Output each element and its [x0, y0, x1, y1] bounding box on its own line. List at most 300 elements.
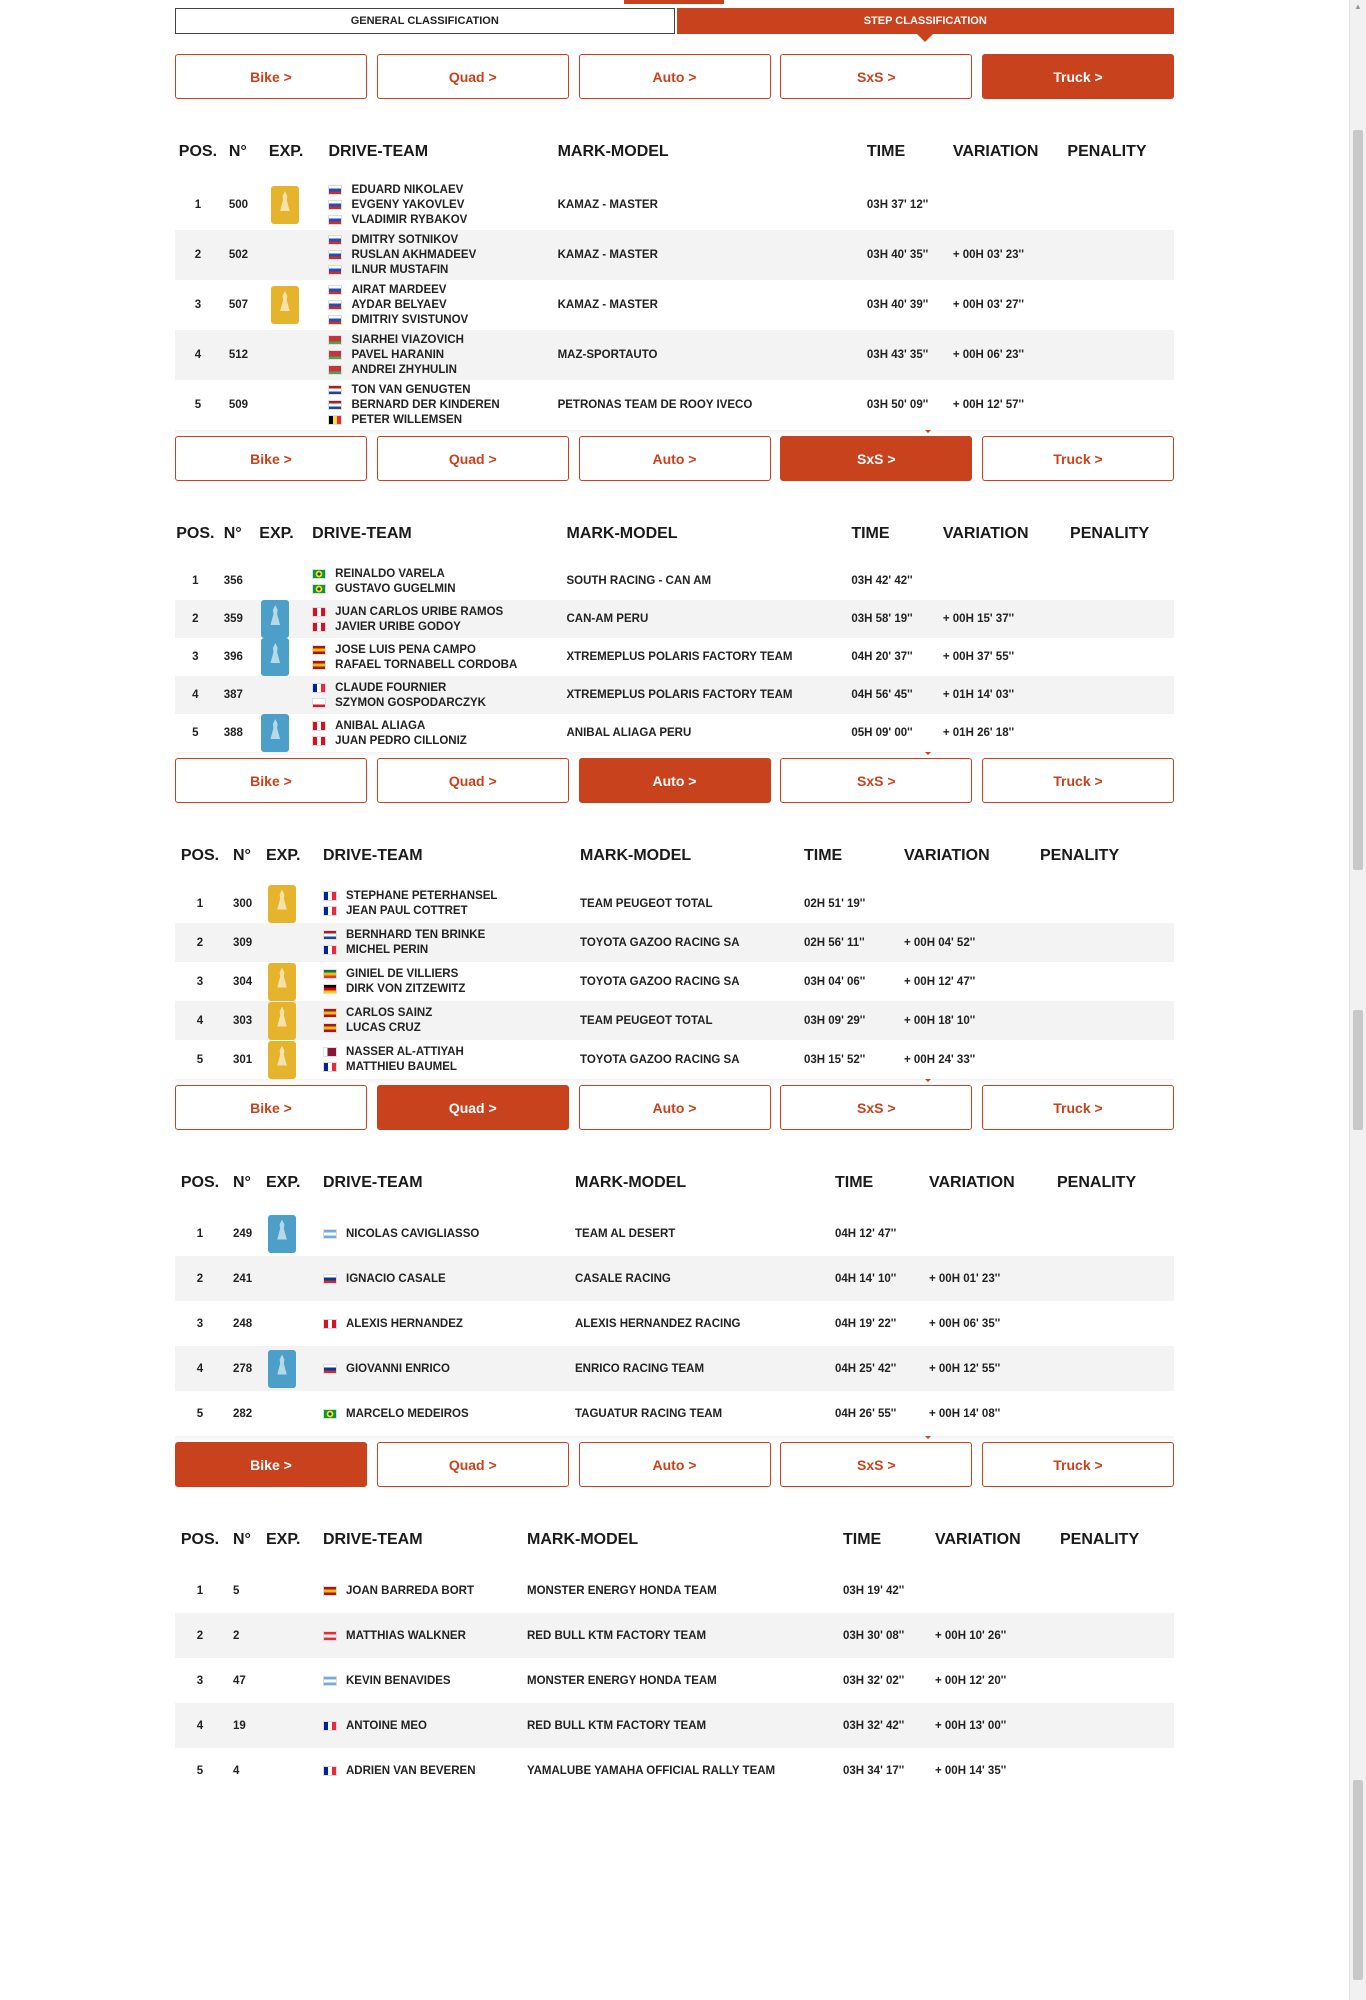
crew-member-name: NICOLAS CAVIGLIASSO [346, 1227, 480, 1240]
crew-member-name: ALEXIS HERNANDEZ [346, 1317, 463, 1330]
crew-list [328, 334, 549, 376]
flag-cl-icon [323, 1364, 337, 1374]
crew-member-name: JEAN PAUL COTTRET [346, 905, 468, 917]
position-cell: 4 [175, 330, 221, 380]
table-row[interactable] [175, 1346, 1174, 1391]
crew-list [323, 1408, 567, 1420]
table-row[interactable] [175, 1211, 1174, 1256]
position-cell: 2 [175, 230, 221, 280]
drive-team-cell[interactable] [320, 380, 549, 430]
crew-member-name: REINALDO VARELA [335, 567, 445, 580]
flag-by-icon [328, 350, 342, 360]
time-cell: 05H 09' 00'' [851, 727, 913, 739]
flag-es-icon [323, 1586, 337, 1596]
crew-member [323, 1318, 567, 1330]
truck-category-button[interactable]: Truck > [982, 436, 1174, 481]
legend-badge-icon [268, 1002, 296, 1040]
race-number-cell: 241 [225, 1256, 258, 1301]
column-header-variation: VARIATION [942, 525, 1029, 542]
column-header-mark-model: MARK-MODEL [575, 1174, 687, 1191]
race-number-cell: 507 [228, 299, 248, 311]
drive-team-cell[interactable] [315, 1040, 572, 1079]
crew-member-name: STEPHANE PETERHANSEL [346, 890, 498, 902]
legend-badge-icon [271, 286, 299, 324]
mark-model-cell: TEAM AL DESERT [575, 1227, 676, 1240]
variation-cell: + 01H 14' 03'' [935, 676, 1062, 714]
drive-team-cell[interactable] [315, 1613, 519, 1658]
flag-ru-icon [328, 250, 342, 260]
flag-br-icon [312, 584, 326, 594]
crew-member [323, 1363, 567, 1375]
table-row[interactable] [175, 1301, 1174, 1346]
crew-list [312, 568, 558, 595]
flag-ru-icon [328, 215, 342, 225]
scroll-fade-separator [175, 1436, 1174, 1442]
flag-pe-icon [312, 607, 326, 617]
category-nav [175, 758, 1174, 803]
table-row[interactable] [175, 230, 1174, 280]
race-number-cell: 309 [225, 923, 258, 962]
race-number-cell: 2 [225, 1613, 258, 1658]
auto-category-button[interactable]: Auto > [579, 1442, 771, 1487]
position-cell: 4 [175, 1001, 225, 1040]
crew-member-name: PAVEL HARANIN [351, 349, 445, 361]
flag-es-icon [312, 660, 326, 670]
flag-de-icon [323, 984, 337, 994]
race-number-cell: 303 [225, 1001, 258, 1040]
penality-cell [1049, 1346, 1174, 1391]
drive-team-cell[interactable] [304, 562, 558, 600]
variation-cell: + 00H 12' 20'' [935, 1674, 1007, 1687]
crew-member [323, 890, 572, 902]
auto-category-button[interactable]: Auto > [579, 436, 771, 481]
header-row [175, 1512, 1174, 1568]
table-row[interactable] [175, 923, 1174, 962]
time-cell: 03H 30' 08'' [835, 1613, 927, 1658]
sxs-category-button[interactable]: SxS > [780, 436, 972, 481]
bike-category-button[interactable]: Bike > [175, 436, 367, 481]
position-cell: 3 [192, 651, 199, 663]
column-header-num: N° [233, 1174, 251, 1191]
tab-step-classification[interactable]: STEP CLASSIFICATION [677, 8, 1175, 34]
table-row[interactable] [175, 1040, 1174, 1079]
crew-member-name: PETER WILLEMSEN [351, 414, 462, 426]
experience-cell [258, 1568, 315, 1613]
experience-cell [261, 380, 321, 430]
penality-cell [1049, 1391, 1174, 1436]
crew-list [323, 1720, 519, 1732]
table-row[interactable] [175, 180, 1174, 230]
table-row[interactable] [175, 1703, 1174, 1748]
drive-team-cell[interactable] [320, 180, 549, 230]
drive-team-cell[interactable] [304, 676, 558, 714]
bike-category-button[interactable]: Bike > [175, 1442, 367, 1487]
crew-member [323, 944, 572, 956]
truck-category-button[interactable]: Truck > [982, 1442, 1174, 1487]
mark-model-cell: MONSTER ENERGY HONDA TEAM [527, 1584, 717, 1597]
drive-team-cell[interactable] [315, 1001, 572, 1040]
flag-pe-icon [312, 721, 326, 731]
drive-team-cell[interactable] [315, 1703, 519, 1748]
experience-cell [258, 923, 315, 962]
variation-cell: + 00H 03' 27'' [952, 299, 1025, 311]
position-cell: 2 [175, 923, 225, 962]
flag-fr-icon [323, 1721, 337, 1731]
flag-br-icon [312, 569, 326, 579]
results-table-wrap [175, 828, 1174, 1085]
column-header-variation: VARIATION [952, 143, 1039, 160]
position-cell: 3 [196, 1317, 204, 1330]
mark-model-cell: RED BULL KTM FACTORY TEAM [519, 1703, 835, 1748]
column-header-exp: EXP. [266, 1531, 301, 1548]
crew-list [328, 284, 549, 326]
header-row [175, 124, 1174, 180]
column-header-num: N° [223, 525, 242, 542]
column-header-num: N° [228, 143, 247, 160]
crew-member [312, 697, 558, 709]
race-number-cell: 4 [233, 1764, 240, 1777]
scroll-fade-separator [175, 430, 1174, 436]
results-table [175, 1155, 1174, 1436]
badge-pictogram-icon [276, 968, 288, 988]
crew-member-name: IGNACIO CASALE [346, 1272, 446, 1285]
crew-member [312, 606, 558, 618]
flag-by-icon [328, 365, 342, 375]
crew-member [312, 682, 558, 694]
penality-cell [1062, 600, 1174, 638]
variation-cell [945, 180, 1060, 230]
mark-model-cell: ANIBAL ALIAGA PERU [566, 727, 692, 739]
quad-category-button[interactable]: Quad > [377, 54, 569, 99]
variation-cell: + 00H 03' 23'' [945, 230, 1060, 280]
badge-pictogram-icon [279, 191, 291, 211]
experience-cell [251, 638, 304, 676]
crew-list [323, 1630, 519, 1642]
crew-member [323, 1007, 572, 1019]
penality-cell [1049, 1256, 1174, 1301]
crew-member-name: CLAUDE FOURNIER [335, 681, 447, 694]
crew-member [323, 1630, 519, 1642]
column-header-mark-model: MARK-MODEL [527, 1531, 639, 1548]
column-header-drive-team: DRIVE-TEAM [328, 143, 429, 160]
crew-member [323, 905, 572, 917]
race-number-cell: 512 [221, 330, 261, 380]
time-cell: 03H 09' 29'' [796, 1001, 896, 1040]
crew-member [328, 284, 549, 296]
results-table-wrap [175, 1155, 1174, 1442]
mark-model-cell: RED BULL KTM FACTORY TEAM [519, 1613, 835, 1658]
crew-member [328, 414, 549, 426]
drive-team-cell[interactable] [315, 884, 572, 923]
time-cell: 04H 25' 42'' [827, 1346, 921, 1391]
penality-cell [1059, 330, 1174, 380]
time-cell: 03H 15' 52'' [804, 1053, 866, 1066]
variation-cell: + 00H 06' 23'' [945, 330, 1060, 380]
crew-list [323, 1228, 567, 1240]
column-header-time: TIME [843, 1531, 882, 1548]
crew-member-name: JUAN PEDRO CILLONIZ [335, 734, 467, 747]
sxs-category-button[interactable]: SxS > [780, 1085, 972, 1130]
penality-cell [1032, 1001, 1174, 1040]
sxs-category-button[interactable]: SxS > [780, 54, 972, 99]
crew-member [323, 1765, 519, 1777]
penality-cell [1049, 1301, 1174, 1346]
crew-list [323, 890, 572, 917]
crew-member [328, 199, 549, 211]
crew-list [312, 682, 558, 709]
time-cell: 04H 20' 37'' [851, 651, 913, 663]
column-header-drive-team: DRIVE-TEAM [323, 1531, 423, 1548]
crew-member [312, 583, 558, 595]
crew-member [312, 735, 558, 747]
sxs-category-button[interactable]: SxS > [780, 758, 972, 803]
table-row[interactable] [175, 1256, 1174, 1301]
crew-member-name: CARLOS SAINZ [346, 1007, 433, 1019]
mark-model-cell: SOUTH RACING - CAN AM [566, 575, 712, 587]
variation-cell: + 00H 24' 33'' [904, 1053, 976, 1066]
crew-member-name: JOAN BARREDA BORT [346, 1584, 474, 1597]
time-cell: 02H 51' 19'' [804, 897, 866, 910]
table-row[interactable] [175, 1613, 1174, 1658]
auto-category-button[interactable]: Auto > [579, 54, 771, 99]
time-cell: 03H 34' 17'' [843, 1764, 905, 1777]
crew-list [312, 606, 558, 633]
penality-cell [1059, 380, 1174, 430]
flag-fr-icon [323, 945, 337, 955]
section-truck [175, 54, 1174, 436]
flag-at-icon [323, 1631, 337, 1641]
crew-member-name: AYDAR BELYAEV [351, 299, 447, 311]
badge-pictogram-icon [276, 890, 288, 910]
column-header-penality: PENALITY [1057, 1174, 1137, 1191]
mark-model-cell: XTREMEPLUS POLARIS FACTORY TEAM [566, 651, 793, 663]
table-row[interactable] [175, 676, 1174, 714]
rookie-badge-icon [261, 638, 289, 676]
category-nav [175, 436, 1174, 481]
drive-team-cell[interactable] [315, 1391, 567, 1436]
category-sections [175, 54, 1174, 1793]
flag-pe-icon [312, 736, 326, 746]
race-number-cell: 396 [223, 651, 243, 663]
table-row[interactable] [175, 714, 1174, 752]
crew-list [323, 1046, 572, 1073]
truck-category-button[interactable]: Truck > [982, 54, 1174, 99]
badge-pictogram-icon [276, 1046, 288, 1066]
race-number-cell: 356 [223, 575, 243, 587]
crew-member-name: DMITRIY SVISTUNOV [351, 314, 469, 326]
mark-model-cell: TOYOTA GAZOO RACING SA [572, 923, 796, 962]
badge-pictogram-icon [269, 719, 281, 739]
scrollbar-thumb[interactable] [1353, 1010, 1363, 1130]
variation-cell: + 00H 01' 23'' [921, 1256, 1049, 1301]
column-header-pos: POS. [180, 847, 220, 864]
crew-member [328, 249, 549, 261]
crew-member [323, 1228, 567, 1240]
column-header-exp: EXP. [268, 143, 304, 160]
race-number-cell: 301 [233, 1053, 253, 1066]
time-cell: 04H 14' 10'' [827, 1256, 921, 1301]
auto-category-button[interactable]: Auto > [579, 758, 771, 803]
legend-badge-icon [268, 1041, 296, 1079]
table-row[interactable] [175, 280, 1174, 330]
crew-member-name: JUAN CARLOS URIBE RAMOS [335, 605, 504, 618]
bike-category-button[interactable]: Bike > [175, 1085, 367, 1130]
table-row[interactable] [175, 1748, 1174, 1793]
mark-model-cell: ALEXIS HERNANDEZ RACING [575, 1317, 741, 1330]
race-number-cell: 387 [216, 676, 252, 714]
experience-cell [258, 1256, 315, 1301]
variation-cell: + 00H 18' 10'' [896, 1001, 1032, 1040]
crew-list [328, 184, 549, 226]
experience-cell [258, 1613, 315, 1658]
table-row[interactable] [175, 330, 1174, 380]
variation-cell: + 00H 37' 55'' [942, 651, 1015, 663]
penality-cell [1062, 638, 1174, 676]
time-cell: 03H 37' 12'' [866, 199, 929, 211]
position-cell: 1 [192, 575, 199, 587]
rookie-badge-icon [268, 1215, 296, 1253]
auto-category-button[interactable]: Auto > [579, 1085, 771, 1130]
crew-member [328, 314, 549, 326]
penality-cell [1032, 923, 1174, 962]
position-cell: 5 [192, 727, 199, 739]
crew-member-name: RUSLAN AKHMADEEV [351, 249, 477, 261]
column-header-mark-model: MARK-MODEL [566, 525, 678, 542]
crew-member [323, 1408, 567, 1420]
bike-category-button[interactable]: Bike > [175, 758, 367, 803]
drive-team-cell[interactable] [315, 1568, 519, 1613]
column-header-time: TIME [835, 1174, 874, 1191]
table-head [175, 828, 1174, 884]
table-row[interactable] [175, 1568, 1174, 1613]
table-body [175, 1211, 1174, 1436]
scroll-up-icon[interactable]: ▲ [1354, 2, 1362, 11]
tab-general-classification[interactable]: GENERAL CLASSIFICATION [175, 8, 675, 34]
race-number-cell: 282 [233, 1407, 253, 1420]
table-row[interactable] [175, 884, 1174, 923]
drive-team-cell[interactable] [304, 600, 558, 638]
crew-member-name: SIARHEI VIAZOVICH [351, 334, 464, 346]
mark-model-cell: TOYOTA GAZOO RACING SA [580, 1053, 740, 1066]
results-table [175, 828, 1174, 1079]
flag-nl-icon [328, 385, 342, 395]
truck-category-button[interactable]: Truck > [982, 1085, 1174, 1130]
section-bike [175, 1442, 1174, 1793]
crew-member-name: ANIBAL ALIAGA [335, 719, 426, 732]
table-row[interactable] [175, 1391, 1174, 1436]
race-number-cell: 47 [233, 1674, 246, 1687]
variation-cell [896, 884, 1032, 923]
time-cell: 02H 56' 11'' [796, 923, 896, 962]
drive-team-cell[interactable] [320, 330, 549, 380]
crew-member [312, 568, 558, 580]
scrollbar-thumb[interactable] [1353, 130, 1363, 870]
table-row[interactable] [175, 1658, 1174, 1703]
crew-member-name: BERNHARD TEN BRINKE [346, 929, 486, 941]
variation-cell: + 00H 14' 08'' [929, 1407, 1001, 1420]
drive-team-cell[interactable] [315, 1301, 567, 1346]
crew-member [323, 1273, 567, 1285]
scrollbar-thumb[interactable] [1353, 1780, 1363, 1980]
truck-category-button[interactable]: Truck > [982, 758, 1174, 803]
scroll-indicator-icon [925, 1079, 931, 1082]
mark-model-cell: ENRICO RACING TEAM [567, 1346, 827, 1391]
badge-pictogram-icon [276, 1007, 288, 1027]
experience-cell [258, 1040, 315, 1079]
drive-team-cell[interactable] [315, 1346, 567, 1391]
crew-member [312, 621, 558, 633]
position-cell: 4 [175, 1346, 225, 1391]
crew-member-name: GUSTAVO GUGELMIN [335, 582, 456, 595]
table-row[interactable] [175, 1001, 1174, 1040]
time-cell: 03H 50' 09'' [866, 399, 929, 411]
time-cell: 04H 19' 22'' [835, 1317, 897, 1330]
drive-team-cell[interactable] [304, 714, 558, 752]
drive-team-cell[interactable] [315, 923, 572, 962]
variation-cell [921, 1211, 1049, 1256]
drive-team-cell[interactable] [320, 280, 549, 330]
crew-member-name: TON VAN GENUGTEN [351, 384, 471, 396]
time-cell: 03H 04' 06'' [804, 975, 866, 988]
experience-cell [261, 280, 321, 330]
crew-list [323, 1675, 519, 1687]
scrollbar[interactable] [1349, 0, 1366, 2000]
column-header-time: TIME [804, 847, 843, 864]
quad-category-button[interactable]: Quad > [377, 436, 569, 481]
crew-list [312, 644, 558, 671]
badge-pictogram-icon [269, 643, 281, 663]
bike-category-button[interactable]: Bike > [175, 54, 367, 99]
flag-es-icon [323, 1023, 337, 1033]
drive-team-cell[interactable] [315, 1748, 519, 1793]
mark-model-cell: MAZ-SPORTAUTO [550, 330, 859, 380]
drive-team-cell[interactable] [304, 638, 558, 676]
flag-fr-icon [323, 906, 337, 916]
badge-pictogram-icon [276, 1355, 288, 1375]
race-number-cell: 300 [233, 897, 253, 910]
quad-category-button[interactable]: Quad > [377, 1085, 569, 1130]
flag-fr-icon [323, 891, 337, 901]
sxs-category-button[interactable]: SxS > [780, 1442, 972, 1487]
crew-member-name: KEVIN BENAVIDES [346, 1674, 451, 1687]
crew-member-name: GINIEL DE VILLIERS [346, 968, 459, 980]
drive-team-cell[interactable] [315, 1256, 567, 1301]
crew-list [323, 1007, 572, 1034]
crew-member [312, 720, 558, 732]
table-row[interactable] [175, 380, 1174, 430]
crew-member [312, 644, 558, 656]
table-row[interactable] [175, 638, 1174, 676]
penality-cell [1052, 1748, 1174, 1793]
crew-member [323, 1675, 519, 1687]
flag-pe-icon [312, 622, 326, 632]
drive-team-cell[interactable] [320, 230, 549, 280]
table-row[interactable] [175, 600, 1174, 638]
race-number-cell: 5 [233, 1584, 240, 1597]
drive-team-cell[interactable] [315, 962, 572, 1001]
table-row[interactable] [175, 962, 1174, 1001]
column-header-time: TIME [866, 143, 906, 160]
drive-team-cell[interactable] [315, 1211, 567, 1256]
table-row[interactable] [175, 562, 1174, 600]
quad-category-button[interactable]: Quad > [377, 758, 569, 803]
drive-team-cell[interactable] [315, 1658, 519, 1703]
penality-cell [1052, 1658, 1174, 1703]
flag-fr-icon [312, 683, 326, 693]
column-header-exp: EXP. [259, 525, 294, 542]
crew-list [312, 720, 558, 747]
quad-category-button[interactable]: Quad > [377, 1442, 569, 1487]
